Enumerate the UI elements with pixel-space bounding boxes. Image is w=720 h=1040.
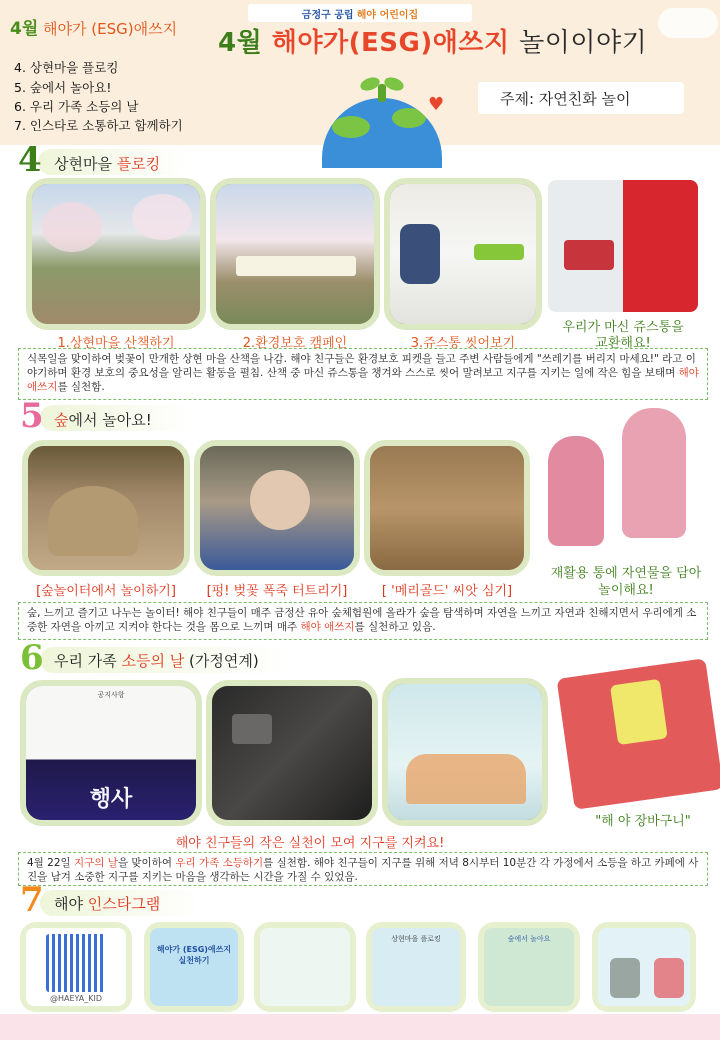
photo-caption: [숲놀이터에서 놀이하기] — [36, 584, 176, 599]
photo-juice-wash — [384, 178, 542, 330]
section-number: 5 — [20, 396, 44, 436]
photo-caption: 1.상현마을 산책하기 — [57, 336, 175, 351]
section-title: 숲에서 놀아요! — [54, 411, 152, 429]
photo-caption: 교환해요! — [595, 336, 651, 351]
photo-group — [382, 678, 548, 826]
section-title: 우리 가족 소등의 날 (가정연계) — [54, 652, 259, 670]
insta-card[interactable] — [366, 922, 466, 1012]
header-subtitle: 4월 해야가 (ESG)애쓰지 — [10, 19, 178, 39]
heart-icon: ♥ — [428, 94, 445, 115]
photo-caption: 2.환경보호 캠페인 — [242, 336, 348, 351]
photo-caption: 놀이해요! — [598, 583, 654, 598]
qr-label: @HAEYA_KID — [49, 994, 103, 1003]
section-description: 식목일을 맞이하여 벚꽃이 만개한 상현 마을 산책을 나감. 해야 친구들은 환경보호 피켓을 들고 주변 사람들에게 "쓰레기를 버리지 마세요!" 라고 이야기하며 환경 보호의 중요성을 알리는 활동을 펼침. 산책 중 마신 쥬스통을 챙겨와 스스로 씻어 말려보고 지구를 지키는 일에 작은 힘을 보태며 해야 애쓰지를 실천함. — [18, 348, 708, 400]
header-item: 7. 인스타로 소통하고 함께하기 — [14, 118, 183, 133]
poster-text: 행사 — [89, 787, 133, 812]
insta-card[interactable] — [478, 922, 580, 1012]
photo-forest-playground — [22, 440, 190, 576]
photo-caption: [ '메리골드' 씨앗 심기] — [381, 584, 513, 599]
photo-lights-off — [206, 680, 378, 826]
header-item: 6. 우리 가족 소등의 날 — [14, 99, 139, 114]
insta-card-label: 해야가 (ESG)애쓰지 실천하기 — [156, 945, 232, 965]
photo-caption: [펑! 벚꽃 폭죽 터트리기] — [206, 584, 348, 599]
photo-caption: 우리가 마신 쥬스통을 — [562, 320, 684, 335]
footer-bar — [0, 1014, 720, 1040]
photo-walk — [26, 178, 206, 330]
photo-caption: 해야 친구들의 작은 실천이 모여 지구를 지켜요! — [175, 836, 445, 851]
section-number: 7 — [20, 880, 44, 920]
insta-card[interactable] — [254, 922, 356, 1012]
photo-notice — [20, 680, 202, 826]
photo-shopping-bag — [557, 658, 720, 810]
photo-caption: "해 야 장바구니" — [595, 814, 691, 829]
photo-seeds — [364, 440, 530, 576]
header-item: 5. 숲에서 놀아요! — [14, 80, 112, 95]
insta-card-label: 숲에서 놀아요 — [507, 935, 551, 943]
header-item: 4. 상현마을 플로킹 — [14, 60, 119, 75]
section-number: 6 — [20, 638, 44, 678]
insta-card-label: 상현마을 플로킹 — [391, 935, 441, 943]
photo-caption: 3.쥬스통 씻어보기 — [410, 336, 516, 351]
insta-card[interactable] — [144, 922, 244, 1012]
qr-code-icon — [46, 934, 106, 992]
insta-card[interactable] — [592, 922, 696, 1012]
cloud-decoration — [658, 8, 718, 38]
footer-logo: 금정구 공립 해야 어린이집 — [248, 4, 472, 22]
section-description: 4월 22일 지구의 날을 맞이하여 우리 가족 소등하기를 실천함. 해야 친구들이 지구를 위해 저녁 8시부터 10분간 각 가정에서 소등을 하고 카페에 사진을 남겨 소중한 지구를 지키는 마음을 생각하는 시간을 가질 수 있었음. — [18, 852, 708, 886]
section-number: 4 — [18, 140, 42, 180]
topic-label: 주제: 자연친화 놀이 — [478, 82, 684, 114]
photo-recycle-play — [540, 404, 708, 554]
photo-blossom — [194, 440, 360, 576]
photo-campaign — [210, 178, 380, 330]
photo-caption: 재활용 통에 자연물을 담아 — [550, 566, 702, 581]
insta-qr-card[interactable] — [20, 922, 132, 1012]
page-title: 4월 해야가(ESG)애쓰지 놀이이야기 — [218, 28, 648, 58]
section-title: 해야 인스타그램 — [54, 895, 161, 913]
section-title: 상현마을 플로킹 — [54, 155, 161, 173]
section-description: 숲, 느끼고 즐기고 나누는 놀이터! 해야 친구들이 매주 금정산 유아 숲체험원에 올라가 숲을 탐색하며 자연을 느끼고 자연과 친해지면서 우리에게 소중한 자연을 아끼고 지켜야 한다는 것을 몸으로 느끼며 매주 해야 애쓰지를 실천하고 있음. — [18, 602, 708, 640]
notice-title: 공지사항 — [97, 691, 125, 699]
photo-juice-exchange — [548, 180, 698, 312]
sprout-icon — [378, 84, 386, 102]
